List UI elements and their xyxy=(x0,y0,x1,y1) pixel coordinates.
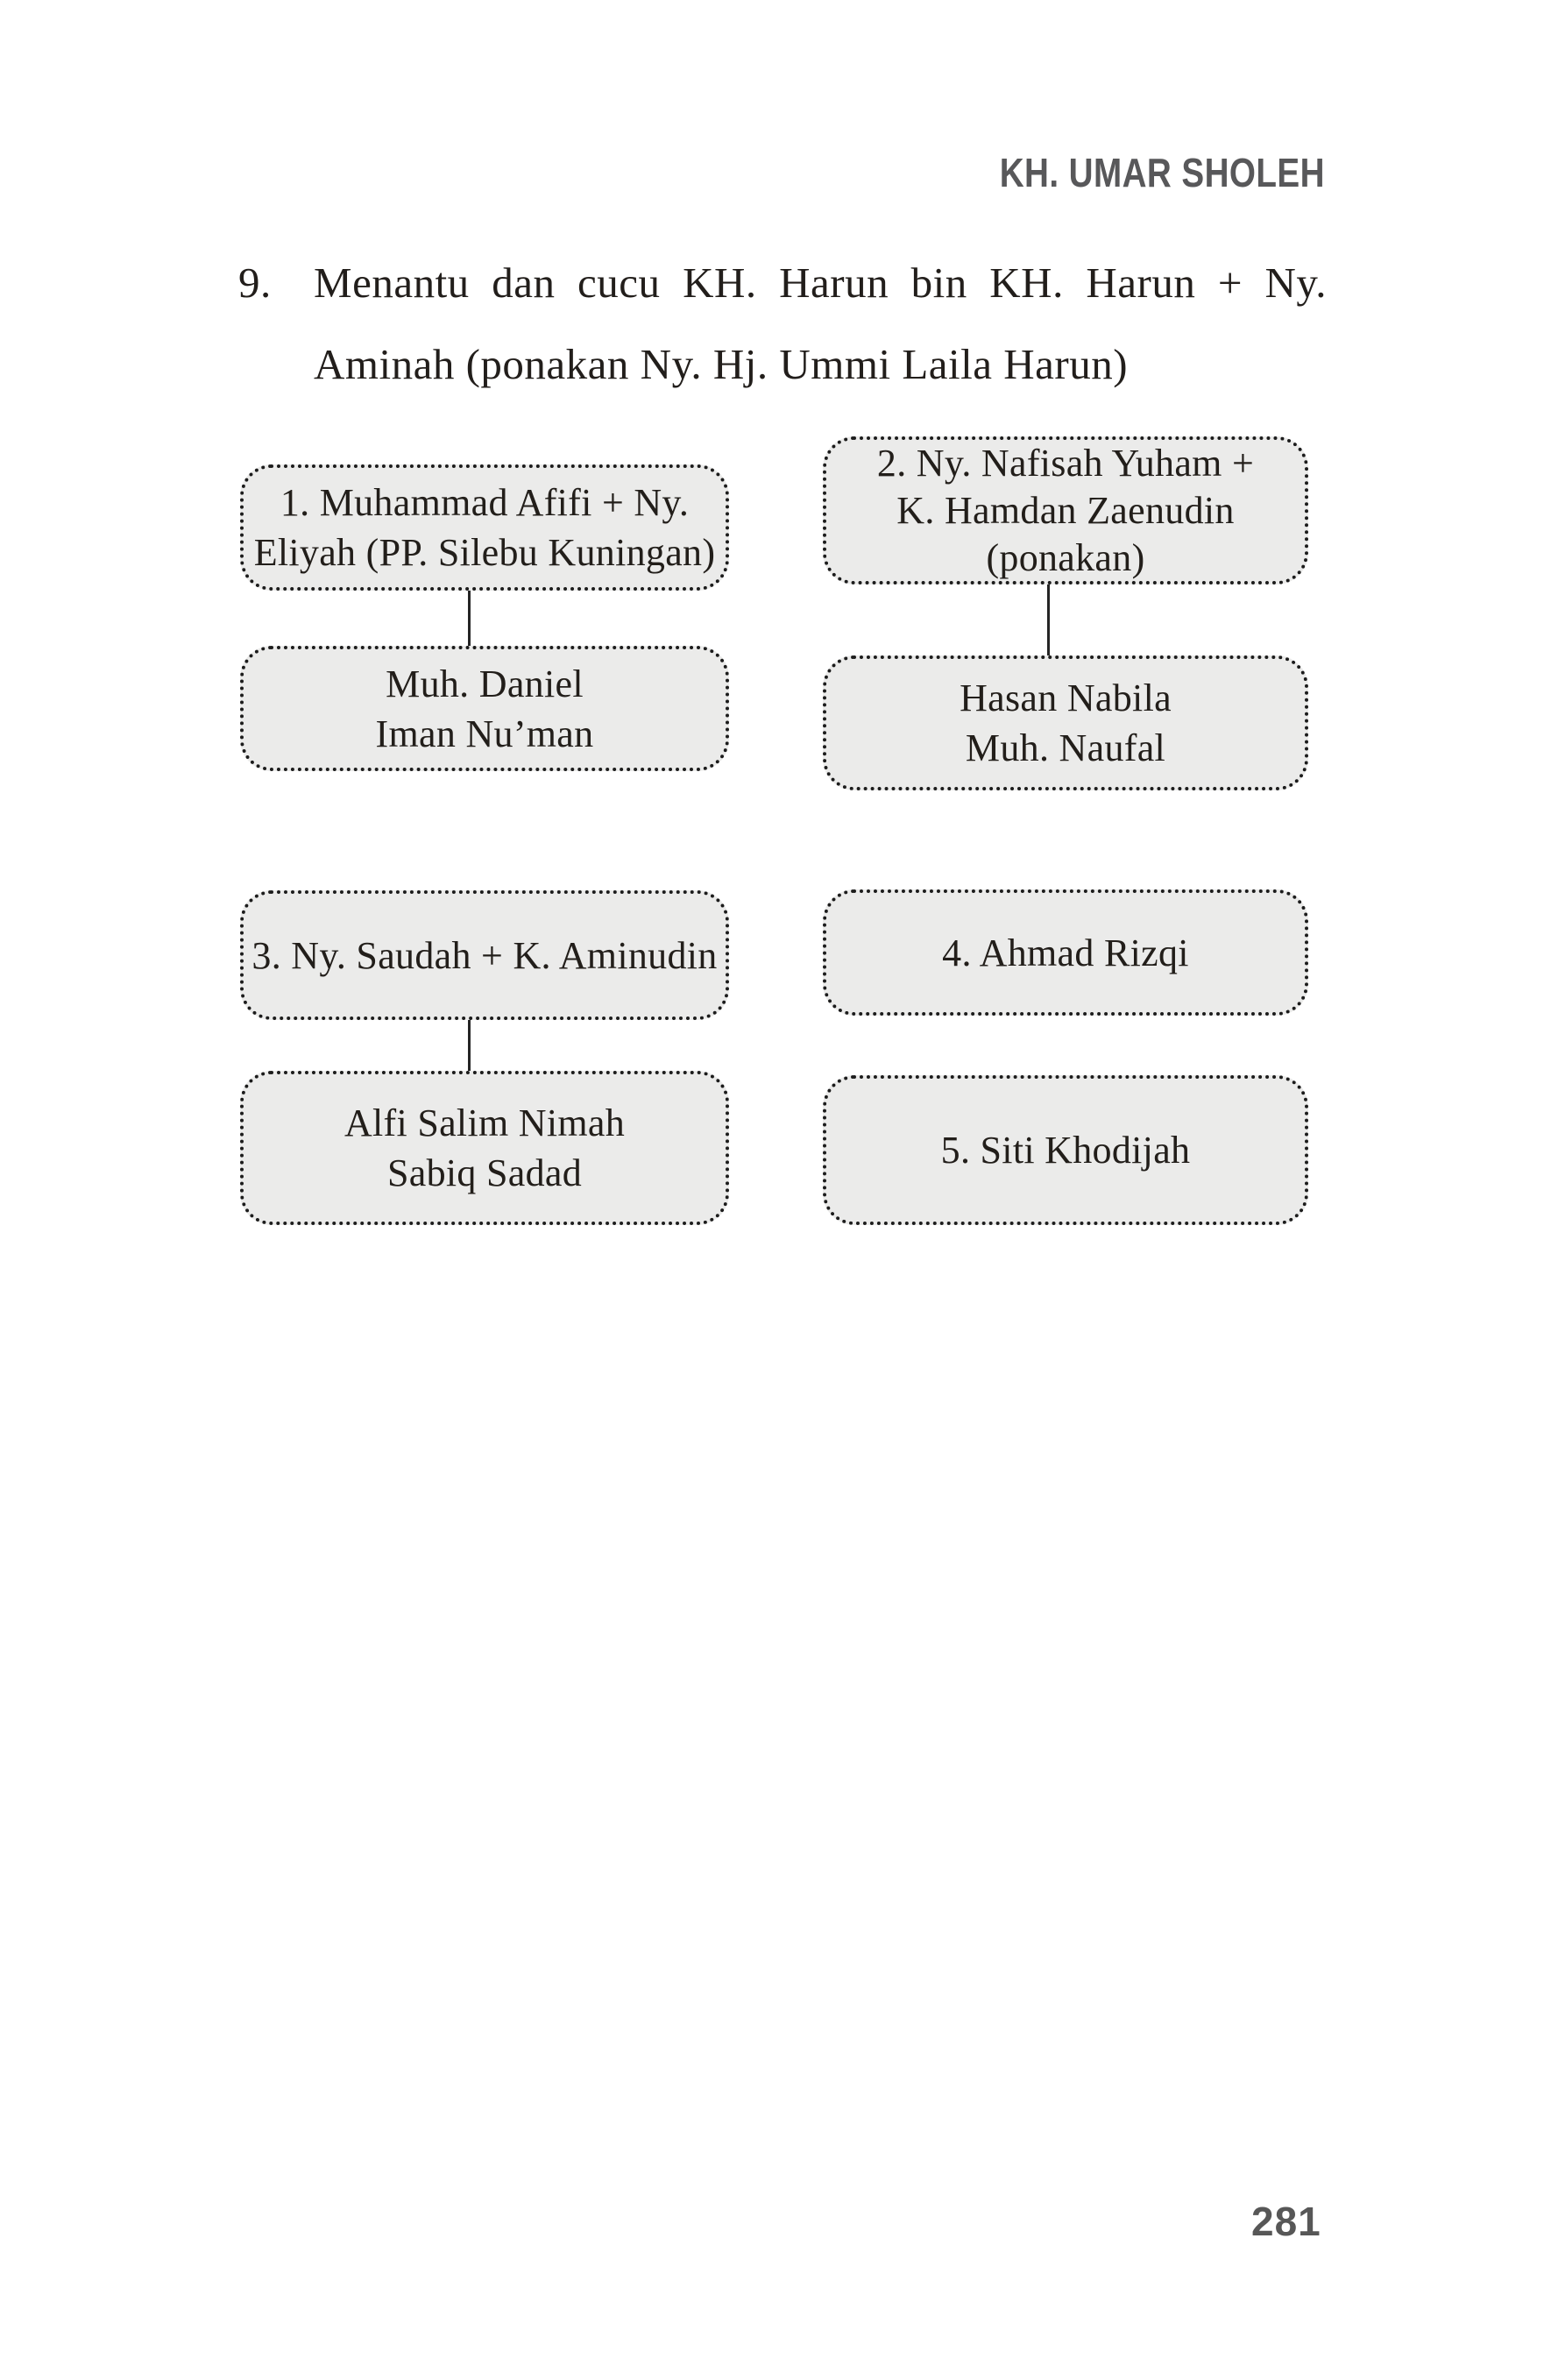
box-text-line: Hasan Nabila xyxy=(960,676,1172,719)
box-text-line: 2. Ny. Nafisah Yuham + xyxy=(876,441,1255,485)
diagram-box-children-3 xyxy=(240,1071,729,1225)
box-text-line: Muh. Daniel xyxy=(386,662,584,705)
diagram-box-couple-5 xyxy=(823,1075,1308,1225)
box-text-line: 3. Ny. Saudah + K. Aminudin xyxy=(251,933,718,977)
box-text-line: (ponakan) xyxy=(986,535,1145,579)
box-text-line: K. Hamdan Zaenudin xyxy=(896,488,1235,532)
connector-line-2 xyxy=(1047,584,1050,655)
connector-line-1 xyxy=(468,591,471,646)
box-text-line: 4. Ahmad Rizqi xyxy=(942,931,1189,974)
connector-line-3 xyxy=(468,1020,471,1071)
running-header: KH. UMAR SHOLEH xyxy=(999,150,1325,195)
box-text-line: Iman Nu’man xyxy=(375,712,594,755)
box-text-line: Muh. Naufal xyxy=(965,726,1166,769)
diagram-box-couple-2 xyxy=(823,436,1308,584)
section-number: 9. xyxy=(238,259,272,307)
diagram-box-couple-3 xyxy=(240,890,729,1020)
box-text-line: 5. Siti Khodijah xyxy=(940,1129,1191,1172)
box-text-line: Eliyah (PP. Silebu Kuningan) xyxy=(253,531,716,574)
diagram-box-children-2 xyxy=(823,655,1308,790)
box-text-line: 1. Muhammad Afifi + Ny. xyxy=(280,481,690,524)
box-text-line: Sabiq Sadad xyxy=(386,1151,583,1194)
box-text-line: Alfi Salim Nimah xyxy=(343,1101,626,1144)
section-title xyxy=(314,242,1327,405)
diagram-box-children-1 xyxy=(240,646,729,771)
section-title-line-2: Aminah (ponakan Ny. Hj. Ummi Laila Harun) xyxy=(314,340,1129,388)
diagram-box-couple-1 xyxy=(240,464,729,591)
diagram-box-couple-4 xyxy=(823,889,1308,1016)
section-title-line-1: Menantu dan cucu KH. Harun bin KH. Harun + Ny. xyxy=(314,259,1327,307)
page-number: 281 xyxy=(1251,2199,1321,2244)
